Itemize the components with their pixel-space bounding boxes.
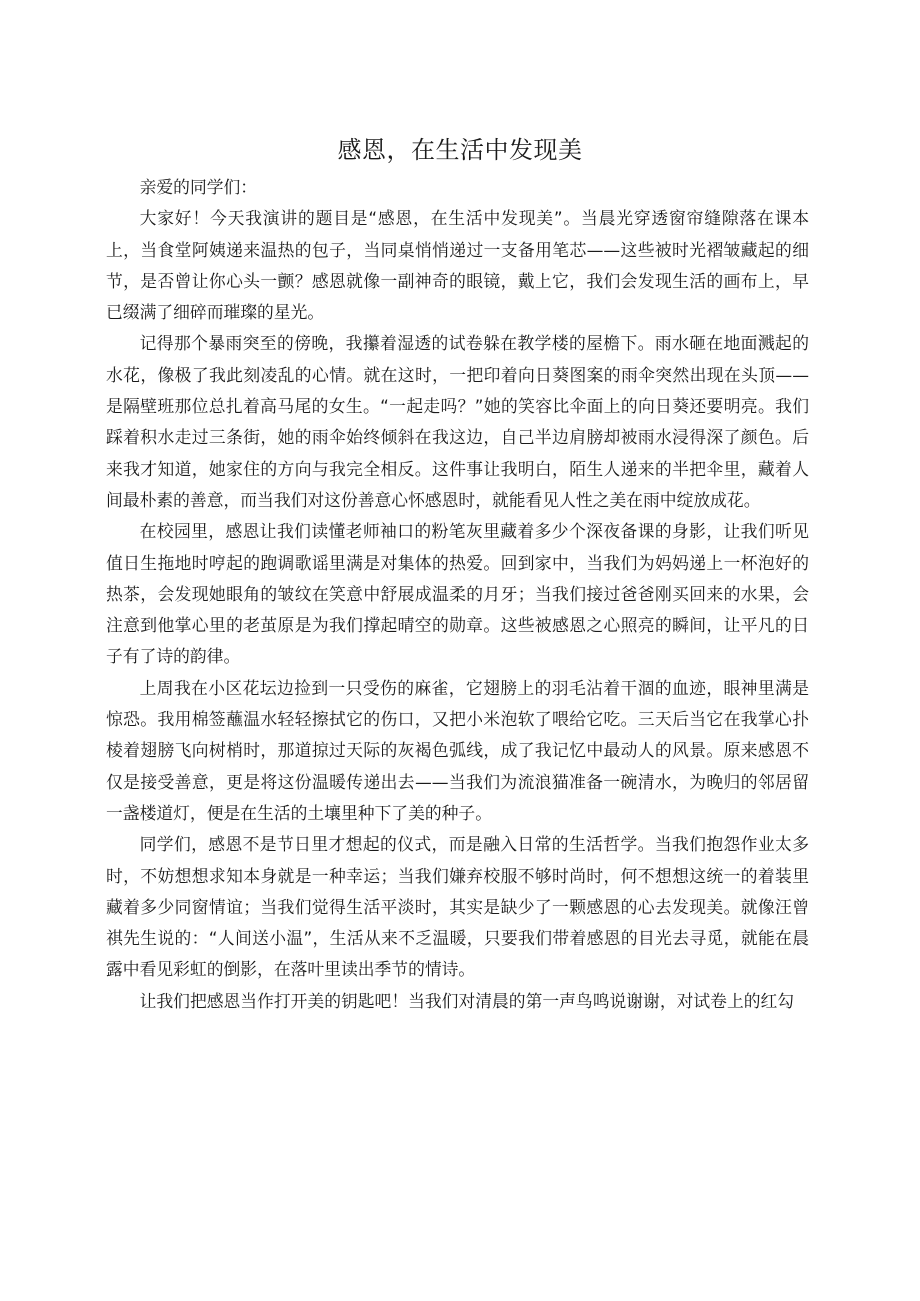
paragraph-5: 同学们，感恩不是节日里才想起的仪式，而是融入日常的生活哲学。当我们抱怨作业太多时，不妨想想求知本身就是一种幸运；当我们嫌弃校服不够时尚时，何不想想这统一的着装里藏着多少同窗情谊；当我们觉得生活平淡时，其实是缺少了一颗感恩的心去发现美。就像汪曾祺先生说的：“人间送小温”，生活从来不乏温暖，只要我们带着感恩的目光去寻觅，就能在晨露中看见彩虹的倒影，在落叶里读出季节的情诗。	[106, 834, 809, 980]
paragraph-3: 在校园里，感恩让我们读懂老师袖口的粉笔灰里藏着多少个深夜备课的身影，让我们听见值日生拖地时哼起的跑调歌谣里满是对集体的热爱。回到家中，当我们为妈妈递上一杯泡好的热茶，会发现她眼角的皱纹在笑意中舒展成温柔的月牙；当我们接过爸爸刚买回来的水果，会注意到他掌心里的老茧原是为我们撑起晴空的勋章。这些被感恩之心照亮的瞬间，让平凡的日子有了诗的韵律。	[106, 521, 809, 667]
document-title: 感恩，在生活中发现美	[337, 136, 583, 165]
paragraph-2: 记得那个暴雨突至的傍晚，我攥着湿透的试卷躲在教学楼的屋檐下。雨水砸在地面溅起的水花，像极了我此刻凌乱的心情。就在这时，一把印着向日葵图案的雨伞突然出现在头顶——是隔壁班那位总扎着高马尾的女生。“一起走吗？”她的笑容比伞面上的向日葵还要明亮。我们踩着积水走过三条街，她的雨伞始终倾斜在我这边，自己半边肩膀却被雨水浸得深了颜色。后来我才知道，她家住的方向与我完全相反。这件事让我明白，陌生人递来的半把伞里，藏着人间最朴素的善意，而当我们对这份善意心怀感恩时，就能看见人性之美在雨中绽放成花。	[106, 333, 809, 510]
paragraph-6: 让我们把感恩当作打开美的钥匙吧！当我们对清晨的第一声鸟鸣说谢谢，对试卷上的红勾	[139, 990, 795, 1011]
paragraph-4: 上周我在小区花坛边捡到一只受伤的麻雀，它翅膀上的羽毛沾着干涸的血迹，眼神里满是惊恐。我用棉签蘸温水轻轻擦拭它的伤口，又把小米泡软了喂给它吃。三天后当它在我掌心扑棱着翅膀飞向树梢时，那道掠过天际的灰褐色弧线，成了我记忆中最动人的风景。原来感恩不仅是接受善意，更是将这份温暖传递出去——当我们为流浪猫准备一碗清水，为晚归的邻居留一盏楼道灯，便是在生活的土壤里种下了美的种子。	[106, 677, 809, 823]
document-body	[106, 172, 809, 1017]
salutation: 亲爱的同学们：	[139, 177, 258, 197]
paragraph-1: 大家好！今天我演讲的题目是“感恩，在生活中发现美”。当晨光穿透窗帘缝隙落在课本上，当食堂阿姨递来温热的包子，当同桌悄悄递过一支备用笔芯——这些被时光褶皱藏起的细节，是否曾让你心头一颤？感恩就像一副神奇的眼镜，戴上它，我们会发现生活的画布上，早已缀满了细碎而璀璨的星光。	[106, 208, 809, 323]
